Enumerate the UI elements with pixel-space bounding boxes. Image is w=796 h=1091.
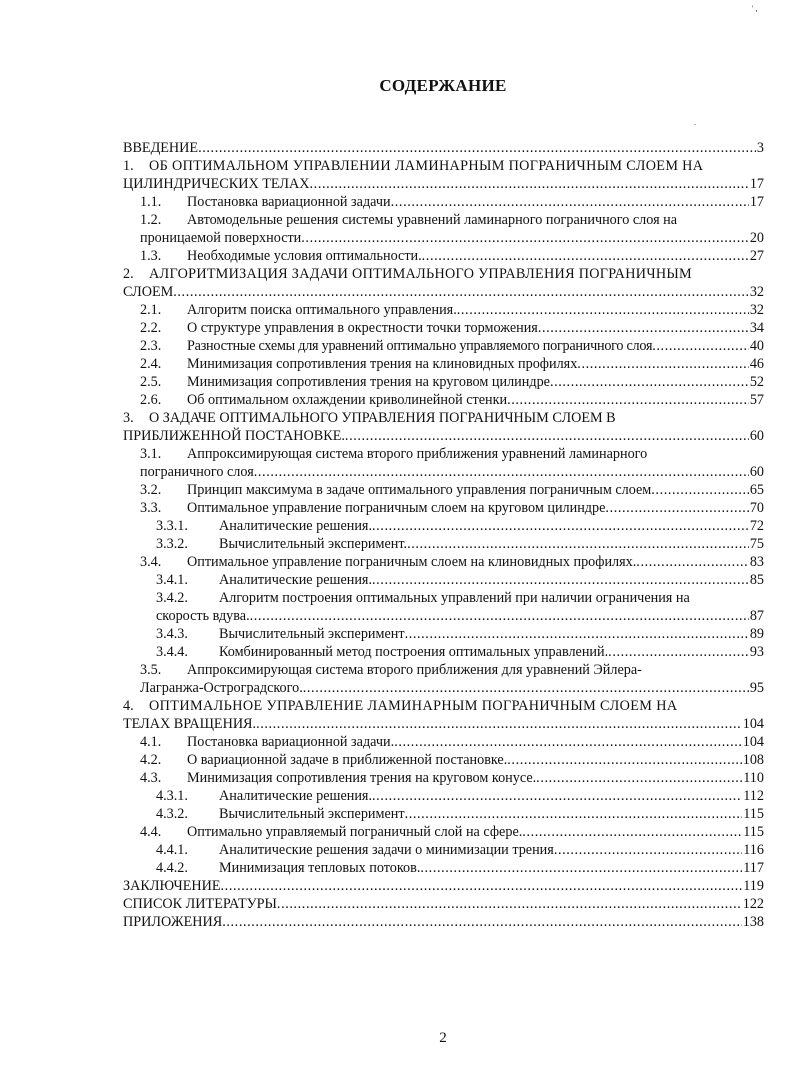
toc-subsection-4-4-2[interactable] [123,859,764,877]
toc-page-number: 57 [749,392,764,408]
toc-entry-number: 1.2. [140,212,162,228]
toc-page-number: 3 [756,140,764,156]
toc-section-2-1[interactable] [123,301,764,319]
toc-entry-number: 3.2. [140,482,162,498]
toc-entry-text: Вычислительный эксперимент. [219,536,408,552]
toc-page-number: 104 [742,716,764,732]
toc-entry-number: 2.2. [140,320,162,336]
toc-entry-number: 4.4.2. [156,860,188,876]
toc-page-number: 46 [749,356,764,372]
toc-section-4-3[interactable] [123,769,764,787]
toc-section-1-2-cont[interactable] [123,229,764,247]
toc-section-2-4[interactable] [123,355,764,373]
toc-entry-references[interactable] [123,895,764,913]
toc-entry-text: Постановка вариационной задачи. [187,734,395,750]
toc-page-number: 17 [749,194,764,210]
toc-page-number: 116 [743,842,764,858]
toc-entry-number: 2.6. [140,392,162,408]
toc-chapter-1[interactable] [123,157,764,175]
toc-entry-number: 1.1. [140,194,162,210]
toc-page-number: 65 [749,482,764,498]
toc-entry-text: Аналитические решения. [219,572,373,588]
toc-entry-text: Алгоритм построения оптимальных управлений при наличии ограничения на [219,590,690,606]
toc-section-3-5-cont[interactable] [123,679,764,697]
toc-page-number: 117 [743,860,764,876]
toc-section-3-1-cont[interactable] [123,463,764,481]
toc-entry-conclusion[interactable] [123,877,764,895]
toc-section-4-4[interactable] [123,823,764,841]
toc-chapter-4-cont[interactable] [123,715,764,733]
toc-entry-number: 3.3. [140,500,162,516]
toc-section-3-2[interactable] [123,481,764,499]
toc-page-number: 122 [742,896,764,912]
toc-chapter-2[interactable] [123,265,764,283]
toc-entry-text: Комбинированный метод построения оптимальных управлений. [219,644,609,660]
toc-subsection-3-4-2[interactable] [123,589,764,607]
page-number: 2 [439,1030,447,1046]
toc-entry-number: 4.1. [140,734,162,750]
toc-entry-text: Об оптимальном охлаждении криволинейной стенки [187,392,508,408]
toc-entry-number: 3. [123,410,134,426]
toc-subsection-3-4-3[interactable] [123,625,764,643]
toc-subsection-3-4-4[interactable] [123,643,764,661]
toc-subsection-3-3-1[interactable] [123,517,764,535]
toc-entry-number: 2.5. [140,374,162,390]
toc-page-number: 34 [749,320,764,336]
toc-entry-text: Оптимальное управление пограничным слоем на клиновидных профилях. [187,554,637,570]
toc-page-number: 119 [743,878,764,894]
toc-entry-number: 3.5. [140,662,162,678]
toc-page-number: 60 [749,428,764,444]
toc-entry-text: Оптимально управляемый пограничный слой на сфере. [187,824,523,840]
toc-entry-text: СПИСОК ЛИТЕРАТУРЫ [123,896,277,912]
toc-subsection-4-3-2[interactable] [123,805,764,823]
toc-entry-number: 4.3. [140,770,162,786]
toc-page-number: 93 [749,644,764,660]
toc-entry-number: 4.3.2. [156,806,188,822]
toc-entry-text: Оптимальное управление пограничным слоем на круговом цилиндре [187,500,606,516]
toc-entry-number: 3.4.2. [156,590,188,606]
toc-section-1-2[interactable] [123,211,764,229]
toc-entry-text: Лагранжа-Остроградского. [140,680,303,696]
toc-entry-text: ТЕЛАХ ВРАЩЕНИЯ. [123,716,257,732]
toc-entry-intro[interactable] [123,139,764,157]
toc-page-number: 85 [749,572,764,588]
toc-subsection-3-4-2-cont[interactable] [123,607,764,625]
toc-chapter-3-cont[interactable] [123,427,764,445]
toc-page-number: 70 [749,500,764,516]
toc-section-1-3[interactable] [123,247,764,265]
toc-entry-number: 4.3.1. [156,788,188,804]
toc-page-number: 20 [749,230,764,246]
toc-entry-number: 4.4.1. [156,842,188,858]
toc-page-number: 89 [749,626,764,642]
toc-subsection-3-3-2[interactable] [123,535,764,553]
toc-page-number: 17 [749,176,764,192]
toc-section-2-2[interactable] [123,319,764,337]
toc-chapter-1-cont[interactable] [123,175,764,193]
toc-chapter-4[interactable] [123,697,764,715]
toc-section-4-1[interactable] [123,733,764,751]
toc-page-number: 27 [749,248,764,264]
toc-entry-text: АЛГОРИТМИЗАЦИЯ ЗАДАЧИ ОПТИМАЛЬНОГО УПРАВЛЕНИЯ ПОГРАНИЧНЫМ [149,266,692,282]
toc-entry-text: ОБ ОПТИМАЛЬНОМ УПРАВЛЕНИИ ЛАМИНАРНЫМ ПОГРАНИЧНЫМ СЛОЕМ НА [149,158,704,174]
toc-entry-text: скорость вдува. [156,608,250,624]
toc-entry-text: О структуре управления в окрестности точки торможения [187,320,538,336]
toc-entry-text: Принцип максимума в задаче оптимального управления пограничным слоем [187,482,652,498]
table-of-contents [123,139,764,931]
toc-subsection-4-3-1[interactable] [123,787,764,805]
toc-entry-text: Минимизация сопротивления трения на клиновидных профилях [187,356,578,372]
toc-entry-text: ПРИБЛИЖЕННОЙ ПОСТАНОВКЕ. [123,428,345,444]
toc-entry-text: Алгоритм поиска оптимального управления. [187,302,457,318]
toc-page-number: 75 [749,536,764,552]
toc-entry-number: 1.3. [140,248,162,264]
toc-page-number: 108 [742,752,764,768]
toc-page-number: 115 [743,806,764,822]
toc-entry-text: Минимизация тепловых потоков. [219,860,421,876]
page-title: СОДЕРЖАНИЕ [379,76,507,95]
toc-entry-number: 3.4.4. [156,644,188,660]
toc-section-4-2[interactable] [123,751,764,769]
toc-entry-text: Вычислительный эксперимент [219,806,405,822]
toc-section-3-3[interactable] [123,499,764,517]
toc-entry-number: 3.4. [140,554,162,570]
toc-entry-number: 3.4.3. [156,626,188,642]
toc-entry-text: Постановка вариационной задачи [187,194,391,210]
toc-page-number: 60 [749,464,764,480]
toc-entry-text: ОПТИМАЛЬНОЕ УПРАВЛЕНИЕ ЛАМИНАРНЫМ ПОГРАНИЧНЫМ СЛОЕМ НА [149,698,678,714]
toc-page-number: 110 [743,770,764,786]
toc-page-number: 83 [749,554,764,570]
toc-section-2-6[interactable] [123,391,764,409]
toc-page-number: 32 [749,284,764,300]
toc-entry-number: 4.2. [140,752,162,768]
toc-entry-text: Автомодельные решения системы уравнений ламинарного пограничного слоя на [187,212,678,228]
toc-entry-number: 1. [123,158,134,174]
toc-entry-text: Аналитические решения задачи о минимизации трения [219,842,554,858]
toc-entry-text: Минимизация сопротивления трения на круговом конусе. [187,770,537,786]
toc-entry-text: ВВЕДЕНИЕ [123,140,199,156]
toc-entry-text: О ЗАДАЧЕ ОПТИМАЛЬНОГО УПРАВЛЕНИЯ ПОГРАНИЧНЫМ СЛОЕМ В [149,410,616,426]
toc-section-3-5[interactable] [123,661,764,679]
toc-entry-text: Аналитические решения. [219,518,373,534]
toc-page-number: 72 [749,518,764,534]
toc-section-3-1[interactable] [123,445,764,463]
toc-chapter-3[interactable] [123,409,764,427]
toc-entry-number: 2.3. [140,338,162,354]
toc-entry-appendices[interactable] [123,913,764,931]
toc-entry-text: ЗАКЛЮЧЕНИЕ [123,878,221,894]
toc-section-1-1[interactable] [123,193,764,211]
toc-entry-text: СЛОЕМ [123,284,174,300]
toc-page-number: 87 [749,608,764,624]
toc-entry-number: 3.1. [140,446,162,462]
toc-entry-text: Минимизация сопротивления трения на круговом цилиндре [187,374,550,390]
toc-page-number: 32 [749,302,764,318]
toc-entry-text: Необходимые условия оптимальности. [187,248,422,264]
toc-entry-number: 3.3.2. [156,536,188,552]
toc-section-2-3[interactable] [123,337,764,355]
toc-page-number: 138 [742,914,764,930]
toc-entry-number: 4. [123,698,134,714]
scan-mark: ' , [752,4,758,13]
toc-page-number: 115 [743,824,764,840]
toc-page-number: 112 [743,788,764,804]
toc-section-2-5[interactable] [123,373,764,391]
toc-entry-text: Аналитические решения. [219,788,373,804]
toc-entry-text: ЦИЛИНДРИЧЕСКИХ ТЕЛАХ [123,176,310,192]
toc-entry-number: 4.4. [140,824,162,840]
toc-entry-text: Аппроксимирующая система второго приближения уравнений ламинарного [187,446,648,462]
toc-entry-number: 2.4. [140,356,162,372]
toc-entry-text: проницаемой поверхности [140,230,302,246]
toc-section-3-4[interactable] [123,553,764,571]
toc-page-number: 104 [742,734,764,750]
toc-page-number: 52 [749,374,764,390]
toc-entry-text: Разностные схемы для уравнений оптимально управляемого пограничного слоя [187,338,653,354]
toc-subsection-4-4-1[interactable] [123,841,764,859]
toc-entry-number: 2.1. [140,302,162,318]
toc-entry-text: Вычислительный эксперимент [219,626,405,642]
toc-subsection-3-4-1[interactable] [123,571,764,589]
toc-entry-text: ПРИЛОЖЕНИЯ [123,914,223,930]
toc-page-number: 95 [749,680,764,696]
toc-page-number: 40 [749,338,764,354]
toc-entry-text: О вариационной задаче в приближенной постановке. [187,752,508,768]
toc-chapter-2-cont[interactable] [123,283,764,301]
toc-entry-text: пограничного слоя [140,464,254,480]
toc-entry-number: 3.4.1. [156,572,188,588]
toc-entry-text: Аппроксимирующая система второго приближения для уравнений Эйлера- [187,662,642,678]
toc-entry-number: 3.3.1. [156,518,188,534]
toc-entry-number: 2. [123,266,134,282]
scan-dot: . [694,118,696,127]
